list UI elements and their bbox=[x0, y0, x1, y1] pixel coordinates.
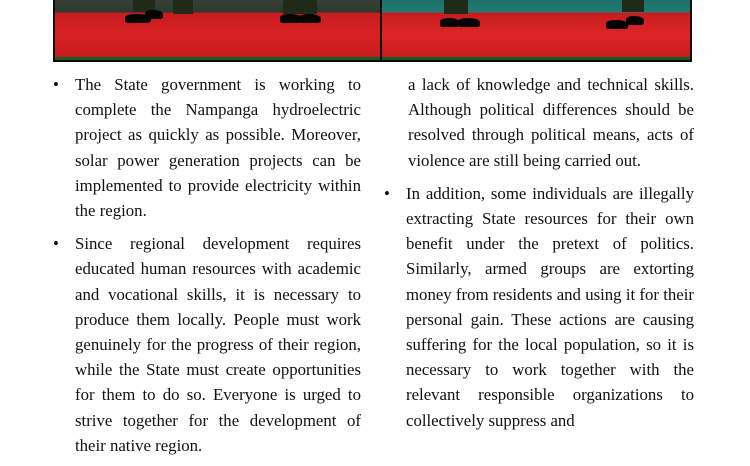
carpet-edge bbox=[382, 57, 690, 60]
list-item bbox=[53, 72, 361, 223]
list-item bbox=[53, 231, 361, 458]
bullet-icon: • bbox=[53, 75, 59, 94]
shoe-5 bbox=[440, 18, 460, 27]
shoe-7 bbox=[606, 20, 628, 29]
bullet-icon: • bbox=[53, 234, 59, 254]
photo-strip bbox=[53, 0, 692, 62]
photo-ceremony-left bbox=[55, 0, 380, 60]
figure-legs-4 bbox=[444, 0, 468, 14]
right-column bbox=[384, 72, 694, 441]
figure-legs-3 bbox=[283, 0, 317, 14]
shoe-4 bbox=[299, 14, 321, 23]
list-item bbox=[384, 181, 694, 433]
bullet-icon: • bbox=[384, 183, 390, 203]
paragraph: In addition, some individuals are illegally extracting State resources for their own benefit under the pretext of politics. Similarly, armed groups are extorting money from residents and using it for their personal gain. These actions are causing suffering for the local population, so it is necessary to work together with the relevant responsible organizations to collectively suppress and bbox=[406, 183, 694, 430]
shoe-2 bbox=[145, 10, 163, 19]
shoe-8 bbox=[626, 16, 644, 25]
continued-paragraph: a lack of knowledge and technical skills. Although political differences should be resolved through political means, acts of violence are still being carried out. bbox=[408, 75, 694, 170]
figure-legs-2 bbox=[173, 0, 193, 14]
photo-ceremony-right bbox=[382, 0, 690, 60]
left-column bbox=[53, 72, 361, 466]
figure-legs-5 bbox=[622, 0, 644, 12]
shoe-6 bbox=[458, 18, 480, 27]
carpet-edge bbox=[55, 57, 380, 60]
paragraph: The State government is working to complete the Nampanga hydroelectric project as quickly as possible. Moreover, solar power generation projects can be implemented to provide electricity within the region. bbox=[75, 75, 361, 221]
paragraph: Since regional development requires educated human resources with academic and vocational skills, it is necessary to produce them locally. People must work genuinely for the progress of their region, while the State must create opportunities for them to do so. Everyone is urged to strive together for the development of their native region. bbox=[75, 234, 361, 455]
